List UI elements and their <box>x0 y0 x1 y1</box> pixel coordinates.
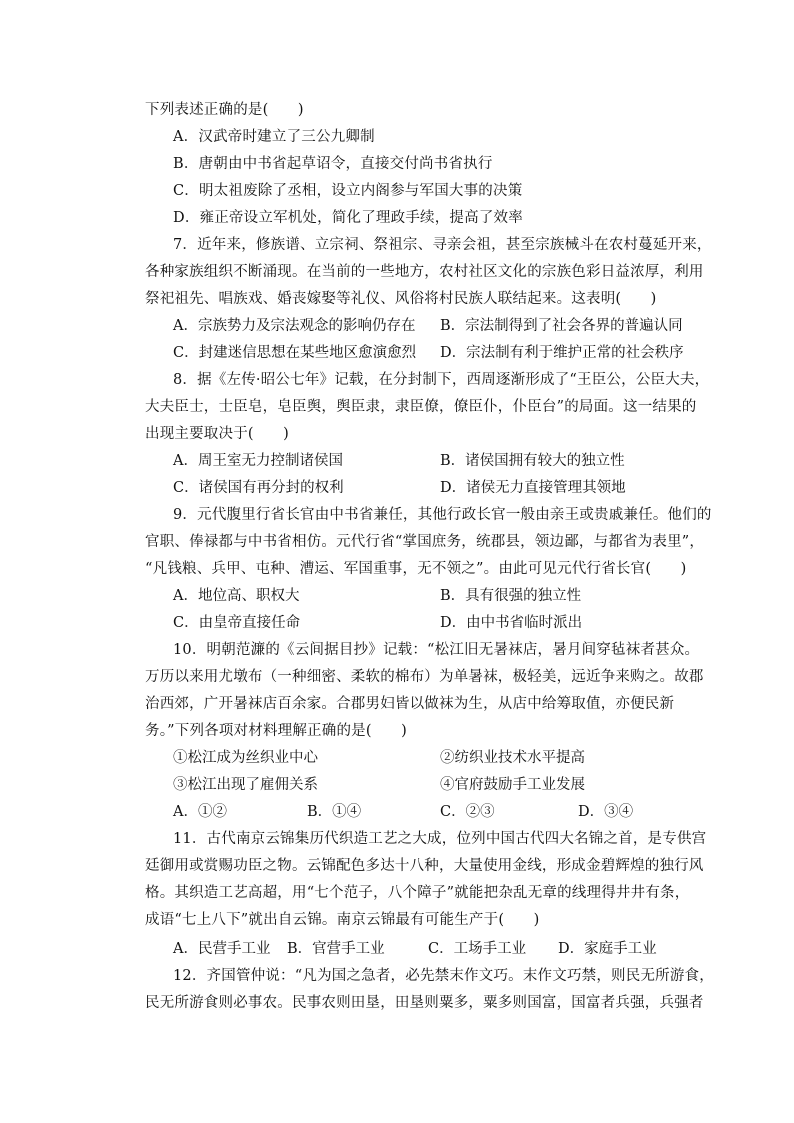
question-11-text: 11．古代南京云锦集历代织造工艺之大成，位列中国古代四大名锦之首，是专供宫 <box>173 831 707 847</box>
statement-2: ②纺织业技术水平提高 <box>440 750 585 766</box>
question-10-text: 万历以来用尤墩布（一种细密、柔软的棉布）为单暑袜，极轻美，远近争来购之。故郡 <box>145 669 704 685</box>
option-c: C．由皇帝直接任命 <box>173 615 301 631</box>
question-12-text: 12．齐国管仲说：“凡为国之急者，必先禁末作文巧。末作文巧禁，则民无所游食， <box>173 968 714 984</box>
option-b: B．宗法制得到了社会各界的普遍认同 <box>440 318 683 334</box>
option-b: B．唐朝由中书省起草诏令，直接交付尚书省执行 <box>173 156 493 172</box>
question-7-text: 各种家族组织不断涌现。在当前的一些地方，农村社区文化的宗族色彩日益浓厚，利用 <box>145 264 704 280</box>
question-stem: 下列表述正确的是( ) <box>145 102 304 118</box>
option-b: B．具有很强的独立性 <box>440 588 582 604</box>
question-11-text: 成语“七上八下”就出自云锦。南京云锦最有可能生产于( ) <box>145 912 540 928</box>
question-10-text: 治西郊，广开暑袜店百余家。合郡男妇皆以做袜为生，从店中给筹取值，亦便民新 <box>145 696 675 712</box>
option-a: A．①② <box>173 804 227 820</box>
option-a: A．宗族势力及宗法观念的影响仍存在 <box>173 318 416 334</box>
question-12-text: 民无所游食则必事农。民事农则田垦，田垦则粟多，粟多则国富，国富者兵强，兵强者 <box>145 995 704 1011</box>
statement-4: ④官府鼓励手工业发展 <box>440 777 585 793</box>
option-b: B．①④ <box>307 804 362 820</box>
question-8-text: 出现主要取决于( ) <box>145 426 290 442</box>
question-9-text: 官职、俸禄都与中书省相仿。元代行省“掌国庶务，统郡县，领边鄙，与都省为表里”， <box>145 534 705 550</box>
question-10-text: 务。”下列各项对材料理解正确的是( ) <box>145 723 407 739</box>
option-a: A．周王室无力控制诸侯国 <box>173 453 343 469</box>
question-7-text: 7．近年来，修族谱、立宗祠、祭祖宗、寻亲会祖，甚至宗族械斗在农村蔓延开来， <box>173 237 712 253</box>
option-d: D．诸侯无力直接管理其领地 <box>440 480 626 496</box>
question-8-text: 8．据《左传·昭公七年》记载，在分封制下，西周逐渐形成了“王臣公，公臣大夫， <box>173 372 710 388</box>
option-a: A．民营手工业 <box>173 941 271 957</box>
question-11-text: 格。其织造工艺高超，用“七个范子，八个障子”就能把杂乱无章的线理得井井有条， <box>145 885 690 901</box>
question-11-text: 廷御用或赏赐功臣之物。云锦配色多达十八种，大量使用金线，形成金碧辉煌的独行风 <box>145 858 704 874</box>
option-a: A．汉武帝时建立了三公九卿制 <box>173 129 375 145</box>
option-d: D．③④ <box>578 804 634 820</box>
option-d: D．家庭手工业 <box>558 941 657 957</box>
question-8-text: 大夫臣士，士臣皂，皂臣舆，舆臣隶，隶臣僚，僚臣仆，仆臣台”的局面。这一结果的 <box>145 399 697 415</box>
question-9-text: “凡钱粮、兵甲、屯种、漕运、军国重事，无不领之”。由此可见元代行省长官( ) <box>145 561 687 577</box>
option-c: C．工场手工业 <box>428 941 527 957</box>
option-d: D．宗法制有利于维护正常的社会秩序 <box>440 345 684 361</box>
option-d: D．雍正帝设立军机处，简化了理政手续，提高了效率 <box>173 210 523 226</box>
option-b: B．诸侯国拥有较大的独立性 <box>440 453 625 469</box>
option-b: B．官营手工业 <box>287 941 385 957</box>
statement-1: ①松江成为丝织业中心 <box>173 750 318 766</box>
option-c: C．诸侯国有再分封的权利 <box>173 480 344 496</box>
option-c: C．②③ <box>440 804 495 820</box>
question-7-text: 祭祀祖先、唱族戏、婚丧嫁娶等礼仪、风俗将村民族人联结起来。这表明( ) <box>145 291 657 307</box>
question-9-text: 9．元代腹里行省长官由中书省兼任，其他行政长官一般由亲王或贵戚兼任。他们的 <box>173 507 712 523</box>
option-a: A．地位高、职权大 <box>173 588 300 604</box>
option-c: C．封建迷信思想在某些地区愈演愈烈 <box>173 345 417 361</box>
question-10-text: 10．明朝范濂的《云间据目抄》记载：“松江旧无暑袜店，暑月间穿毡袜者甚众。 <box>173 642 700 658</box>
option-c: C．明太祖废除了丞相，设立内阁参与军国大事的决策 <box>173 183 523 199</box>
option-d: D．由中书省临时派出 <box>440 615 583 631</box>
statement-3: ③松江出现了雇佣关系 <box>173 777 318 793</box>
